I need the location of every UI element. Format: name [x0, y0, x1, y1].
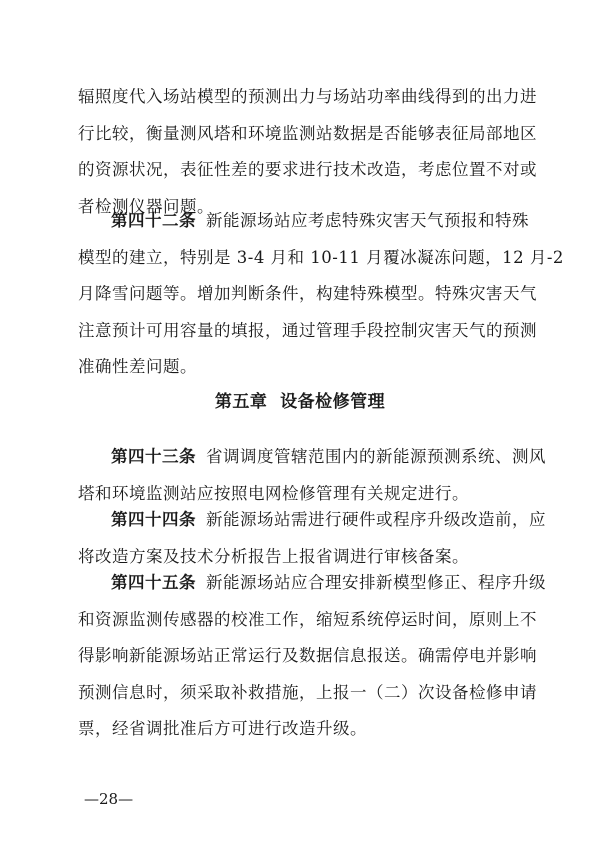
article-label: 第四十五条 [111, 573, 196, 592]
article-text: 新能源场站应合理安排新模型修正、程序升级 [206, 573, 546, 592]
text-line: 预测信息时，须采取补救措施，上报一（二）次设备检修申请 [78, 682, 537, 702]
article-label: 第四十二条 [111, 211, 196, 230]
text-line: 注意预计可用容量的填报，通过管理手段控制灾害天气的预测 [78, 320, 537, 340]
article-text: 新能源场站需进行硬件或程序升级改造前，应 [206, 510, 546, 529]
article-first-line [78, 573, 546, 592]
text-line: 者检测仪器问题。 [78, 196, 214, 216]
text-line: 辐照度代入场站模型的预测出力与场站功率曲线得到的出力进 [78, 87, 537, 106]
text-line: 塔和环境监测站应按照电网检修管理有关规定进行。 [78, 483, 469, 503]
article-text: 新能源场站应考虑特殊灾害天气预报和特殊 [206, 211, 529, 230]
text-line: 将改造方案及技术分析报告上报省调进行审核备案。 [78, 546, 469, 566]
text-line: 的资源状况，表征性差的要求进行技术改造，考虑位置不对或 [78, 160, 537, 179]
text-line: 准确性差问题。 [78, 357, 197, 376]
page-number: —28— [84, 790, 134, 808]
text-line: 票，经省调批准后方可进行改造升级。 [78, 719, 367, 738]
text-line: 得影响新能源场站正常运行及数据信息报送。确需停电并影响 [78, 646, 537, 665]
article-45 [78, 573, 546, 738]
article-44 [78, 510, 546, 566]
text-line: 和资源监测传感器的校准工作，缩短系统停运时间，原则上不 [78, 609, 537, 629]
article-first-line [78, 447, 546, 466]
article-label: 第四十三条 [111, 447, 196, 466]
article-label: 第四十四条 [111, 510, 196, 529]
article-43 [78, 447, 546, 503]
article-first-line [78, 510, 546, 529]
chapter-title: 第五章 设备检修管理 [214, 392, 386, 412]
article-first-line [78, 213, 528, 230]
text-line: 模型的建立，特别是 3-4 月和 10-11 月覆冰凝冻问题，12 月-2 [78, 247, 564, 267]
article-42 [78, 211, 564, 376]
text-line: 行比较，衡量测风塔和环境监测站数据是否能够表征局部地区 [78, 123, 537, 143]
text-line: 月降雪问题等。增加判断条件，构建特殊模型。特殊灾害天气 [78, 284, 537, 303]
paragraph-continuation [78, 87, 537, 216]
article-text: 省调调度管辖范围内的新能源预测系统、测风 [206, 447, 546, 466]
